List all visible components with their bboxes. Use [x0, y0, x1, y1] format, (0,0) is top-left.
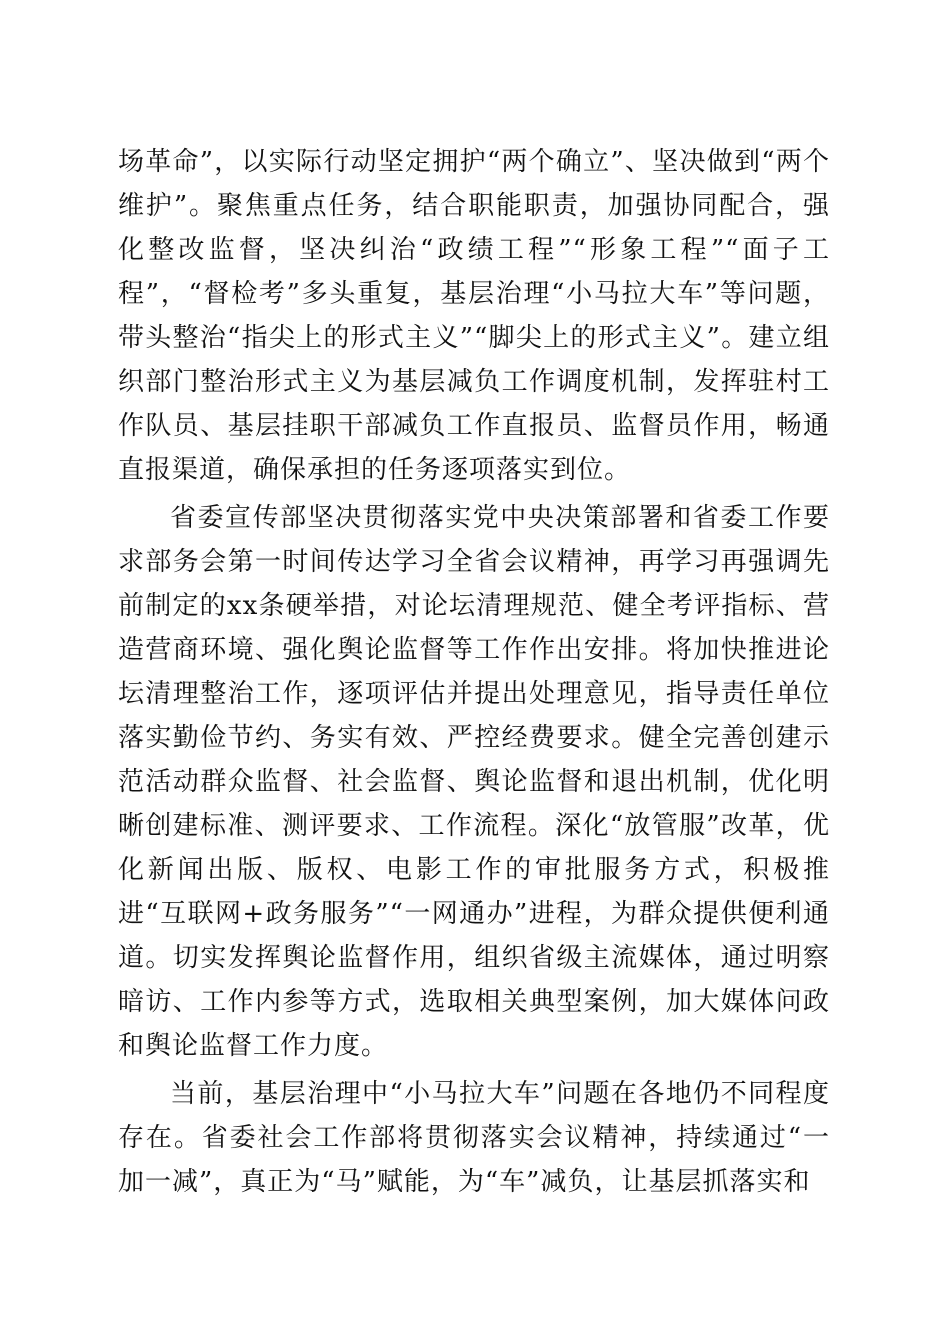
document-body — [118, 140, 830, 1204]
paragraph-social-work-department: 当前，基层治理中“小马拉大车”问题在各地仍不同程度存在。省委社会工作部将贯彻落实会议精神，持续通过“一加一减”，真正为“马”赋能，为“车”减负，让基层抓落实和 — [118, 1079, 830, 1197]
paragraph-continuation: 场革命”，以实际行动坚定拥护“两个确立”、坚决做到“两个维护”。聚焦重点任务，结合职能职责，加强协同配合，强化整改监督，坚决纠治“政绩工程”“形象工程”“面子工程”，“督检考”多头重复，基层治理“小马拉大车”等问题，带头整治“指尖上的形式主义”“脚尖上的形式主义”。建立组织部门整治形式主义为基层减负工作调度机制，发挥驻村工作队员、基层挂职干部减负工作直报员、监督员作用，畅通直报渠道，确保承担的任务逐项落实到位。 — [118, 147, 830, 485]
paragraph-publicity-department: 省委宣传部坚决贯彻落实党中央决策部署和省委工作要求部务会第一时间传达学习全省会议精神，再学习再强调先前制定的xx条硬举措，对论坛清理规范、健全考评指标、营造营商环境、强化舆论监督等工作作出安排。将加快推进论坛清理整治工作，逐项评估并提出处理意见，指导责任单位落实勤俭节约、务实有效、严控经费要求。健全完善创建示范活动群众监督、社会监督、舆论监督和退出机制，优化明晰创建标准、测评要求、工作流程。深化“放管服”改革，优化新闻出版、版权、电影工作的审批服务方式，积极推进“互联网+政务服务”“一网通办”进程，为群众提供便利通道。切实发挥舆论监督作用，组织省级主流媒体，通过明察暗访、工作内参等方式，选取相关典型案例，加大媒体问政和舆论监督工作力度。 — [118, 503, 830, 1061]
